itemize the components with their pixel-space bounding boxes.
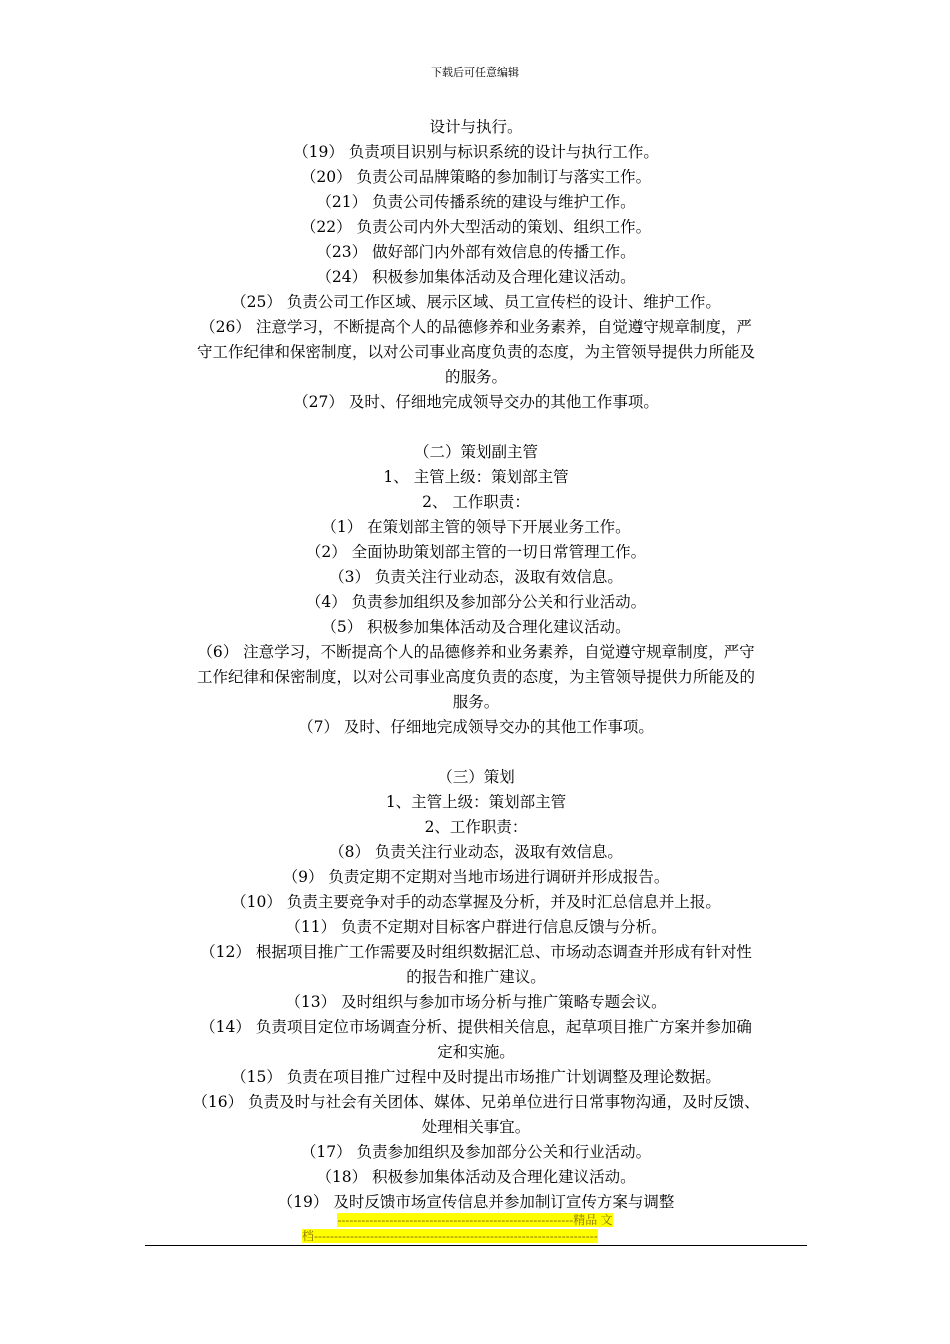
- footer-watermark-text: -----------------------------------------------------------精品 文: [337, 1213, 613, 1227]
- document-body: [145, 115, 807, 1215]
- body-line: （6） 注意学习，不断提高个人的品德修养和业务素养，自觉遵守规章制度，严守: [197, 643, 755, 661]
- body-line: 定和实施。: [437, 1043, 515, 1061]
- body-line: （12） 根据项目推广工作需要及时组织数据汇总、市场动态调查并形成有针对性: [200, 943, 752, 961]
- body-line: （4） 负责参加组织及参加部分公关和行业活动。: [305, 593, 647, 611]
- body-line: 守工作纪律和保密制度，以对公司事业高度负责的态度，为主管领导提供力所能及: [196, 343, 755, 361]
- spacer: [145, 740, 807, 765]
- body-line: （16） 负责及时与社会有关团体、媒体、兄弟单位进行日常事物沟通，及时反馈、: [192, 1093, 760, 1111]
- header-note: 下载后可任意编辑: [431, 66, 519, 79]
- body-line: （19） 及时反馈市场宣传信息并参加制订宣传方案与调整: [277, 1193, 675, 1211]
- body-line: （20） 负责公司品牌策略的参加制订与落实工作。: [300, 168, 652, 186]
- body-line: 工作纪律和保密制度，以对公司事业高度负责的态度，为主管领导提供力所能及的: [196, 668, 755, 686]
- body-line: 2、 工作职责：: [422, 493, 530, 511]
- body-line: （24） 积极参加集体活动及合理化建议活动。: [316, 268, 636, 286]
- body-line: （10） 负责主要竞争对手的动态掌握及分析，并及时汇总信息并上报。: [231, 893, 721, 911]
- spacer: [145, 415, 807, 440]
- body-line: 服务。: [452, 693, 500, 711]
- body-line: （1） 在策划部主管的领导下开展业务工作。: [321, 518, 631, 536]
- body-line: （17） 负责参加组织及参加部分公关和行业活动。: [300, 1143, 652, 1161]
- footer-watermark-text: 档-----------------------------------------------------------------------: [302, 1229, 598, 1243]
- body-line: （26） 注意学习，不断提高个人的品德修养和业务素养，自觉遵守规章制度，严: [200, 318, 752, 336]
- section-title-planner: （三）策划: [437, 768, 515, 786]
- body-line: （23） 做好部门内外部有效信息的传播工作。: [316, 243, 636, 261]
- body-line: （19） 负责项目识别与标识系统的设计与执行工作。: [293, 143, 659, 161]
- body-line: 处理相关事宜。: [421, 1118, 531, 1136]
- body-line: （7） 及时、仔细地完成领导交办的其他工作事项。: [298, 718, 654, 736]
- body-line: （15） 负责在项目推广过程中及时提出市场推广计划调整及理论数据。: [231, 1068, 721, 1086]
- body-line: （8） 负责关注行业动态，汲取有效信息。: [329, 843, 623, 861]
- body-line: （18） 积极参加集体活动及合理化建议活动。: [316, 1168, 636, 1186]
- body-line: （13） 及时组织与参加市场分析与推广策略专题会议。: [285, 993, 667, 1011]
- body-line: （27） 及时、仔细地完成领导交办的其他工作事项。: [293, 393, 659, 411]
- body-line: （22） 负责公司内外大型活动的策划、组织工作。: [300, 218, 652, 236]
- body-line: 设计与执行。: [429, 118, 523, 136]
- body-line: 的服务。: [444, 368, 507, 386]
- body-line: （14） 负责项目定位市场调查分析、提供相关信息，起草项目推广方案并参加确: [200, 1018, 752, 1036]
- footer-watermark-line1: [0, 1213, 950, 1227]
- body-line: （3） 负责关注行业动态，汲取有效信息。: [329, 568, 623, 586]
- body-line: （11） 负责不定期对目标客户群进行信息反馈与分析。: [285, 918, 667, 936]
- body-line: （2） 全面协助策划部主管的一切日常管理工作。: [305, 543, 647, 561]
- body-line: 1、 主管上级：策划部主管: [383, 468, 569, 486]
- body-line: （5） 积极参加集体活动及合理化建议活动。: [321, 618, 631, 636]
- body-line: （9） 负责定期不定期对当地市场进行调研并形成报告。: [282, 868, 670, 886]
- footer-watermark-line2: [0, 1229, 950, 1243]
- body-line: 1、主管上级：策划部主管: [385, 793, 567, 811]
- body-line: （21） 负责公司传播系统的建设与维护工作。: [316, 193, 636, 211]
- body-line: 的报告和推广建议。: [406, 968, 546, 986]
- body-line: 2、工作职责：: [424, 818, 528, 836]
- section-title-deputy-supervisor: （二）策划副主管: [413, 443, 538, 461]
- footer-divider: [145, 1245, 807, 1246]
- body-line: （25） 负责公司工作区域、展示区域、员工宣传栏的设计、维护工作。: [231, 293, 721, 311]
